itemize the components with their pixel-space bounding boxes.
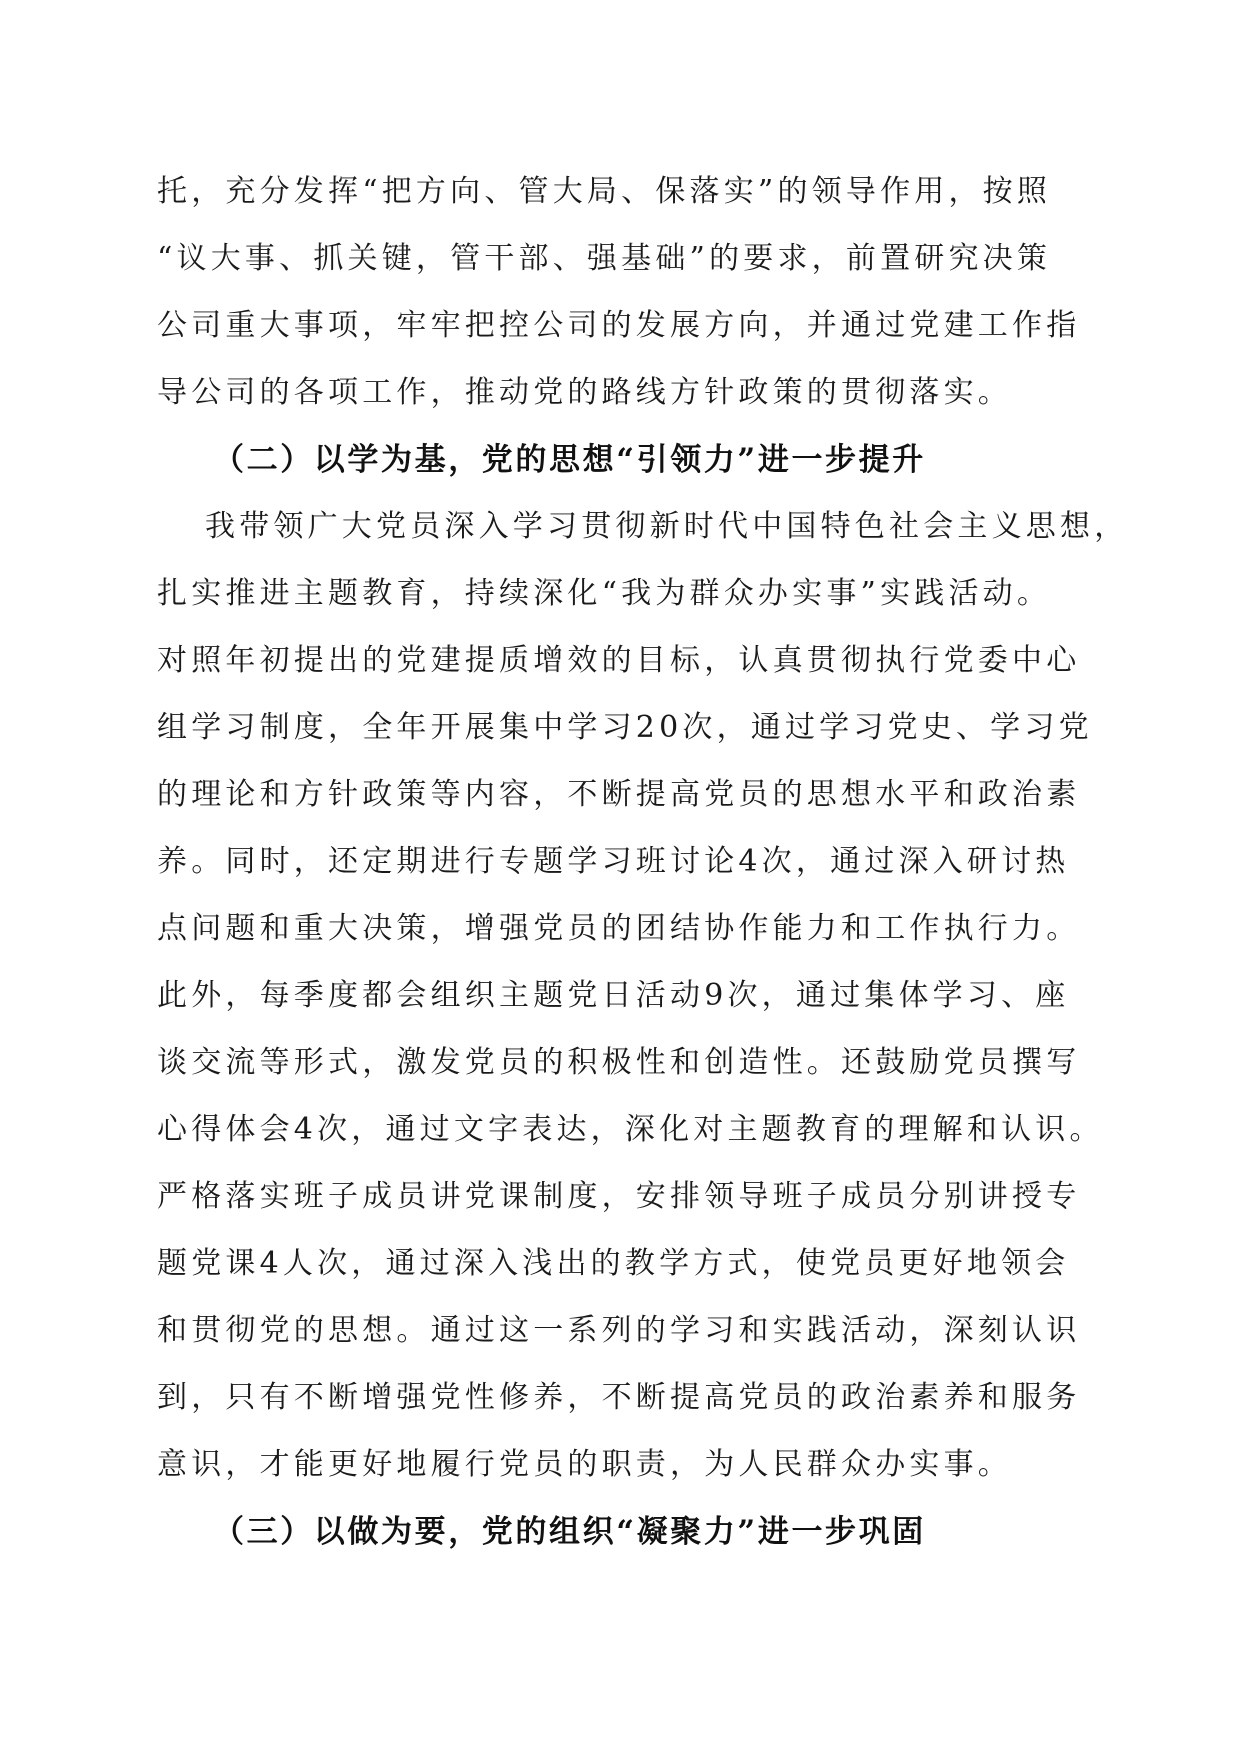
section-heading: （三）以做为要，党的组织“凝聚力”进一步巩固: [213, 1514, 926, 1550]
paragraph-line: 心得体会4次，通过文字表达，深化对主题教育的理解和认识。: [157, 1112, 1104, 1147]
paragraph-line: 导公司的各项工作，推动党的路线方针政策的贯彻落实。: [157, 375, 1012, 410]
paragraph-line: 严格落实班子成员讲党课制度，安排领导班子成员分别讲授专: [157, 1179, 1081, 1214]
paragraph-line: 托，充分发挥“把方向、管大局、保落实”的领导作用，按照: [157, 174, 1052, 209]
paragraph-line: “议大事、抓关键，管干部、强基础”的要求，前置研究决策: [157, 241, 1052, 276]
paragraph-line: 扎实推进主题教育，持续深化“我为群众办实事”实践活动。: [157, 576, 1052, 611]
paragraph-line: 和贯彻党的思想。通过这一系列的学习和实践活动，深刻认识: [157, 1313, 1081, 1348]
paragraph-line: 点问题和重大决策，增强党员的团结协作能力和工作执行力。: [157, 911, 1081, 946]
paragraph-line: 谈交流等形式，激发党员的积极性和创造性。还鼓励党员撰写: [157, 1045, 1081, 1080]
paragraph-line: 对照年初提出的党建提质增效的目标，认真贯彻执行党委中心: [157, 643, 1081, 678]
section-heading: （二）以学为基，党的思想“引领力”进一步提升: [213, 442, 926, 478]
paragraph-line: 组学习制度，全年开展集中学习20次，通过学习党史、学习党: [157, 710, 1093, 745]
paragraph-line: 我带领广大党员深入学习贯彻新时代中国特色社会主义思想，: [205, 509, 1129, 544]
paragraph-line: 此外，每季度都会组织主题党日活动9次，通过集体学习、座: [157, 978, 1070, 1013]
paragraph-line: 公司重大事项，牢牢把控公司的发展方向，并通过党建工作指: [157, 308, 1081, 343]
paragraph-line: 到，只有不断增强党性修养，不断提高党员的政治素养和服务: [157, 1380, 1081, 1415]
paragraph-line: 题党课4人次，通过深入浅出的教学方式，使党员更好地领会: [157, 1246, 1070, 1281]
paragraph-line: 的理论和方针政策等内容，不断提高党员的思想水平和政治素: [157, 777, 1081, 812]
paragraph-line: 养。同时，还定期进行专题学习班讨论4次，通过深入研讨热: [157, 844, 1070, 879]
paragraph-line: 意识，才能更好地履行党员的职责，为人民群众办实事。: [157, 1447, 1012, 1482]
